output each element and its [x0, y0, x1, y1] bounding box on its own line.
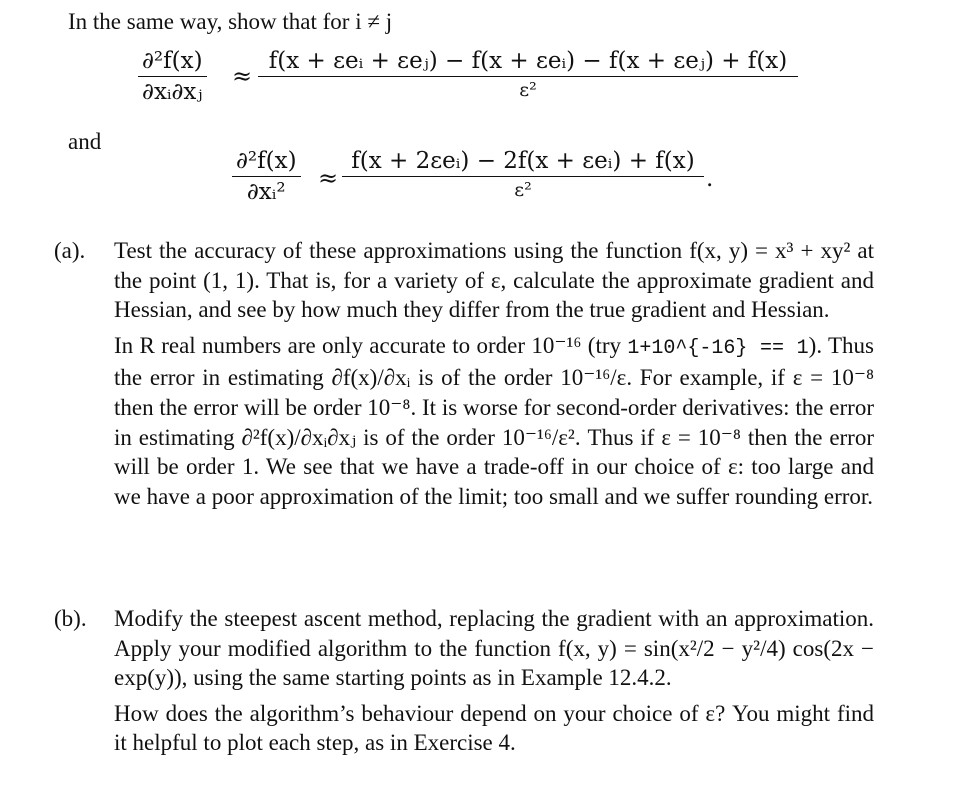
r-code-snippet: 1+10^{-16} == 1 — [627, 336, 809, 360]
part-a-paragraph-1: Test the accuracy of these approximations using the function f(x, y) = x³ + xy² at the point (1, 1). That is, for a variety of ε, calculate the approximate gradient and Hessian, and see by how much they differ from the true gradient and Hessian. — [114, 238, 874, 323]
eq2-rhs-numerator: f(x + 2εeᵢ) − 2f(x + εeᵢ) + f(x) — [351, 148, 695, 174]
eq1-rhs-bar — [258, 76, 798, 77]
eq1-rhs-numerator: f(x + εeᵢ + εeⱼ) − f(x + εeᵢ) − f(x + εeⱼ) + f(x) — [268, 48, 788, 74]
eq1-lhs-fraction — [138, 48, 207, 105]
eq2-rhs-denominator: ε² — [514, 179, 532, 201]
eq2-rhs-fraction — [342, 148, 704, 201]
eq2-period: . — [706, 166, 714, 192]
eq1-rhs-fraction — [258, 48, 798, 101]
eq1-lhs-numerator: ∂²f(x) — [142, 48, 203, 74]
part-b-paragraph-2: How does the algorithm’s behaviour depend on your choice of ε? You might find it helpful to plot each step, as in Exercise 4. — [114, 700, 874, 756]
eq1-lhs-bar — [138, 76, 207, 77]
eq2-approx-sign: ≈ — [318, 164, 339, 192]
eq2-lhs-fraction — [232, 148, 301, 205]
eq2-lhs-bar — [232, 176, 301, 177]
eq2-rhs-bar — [342, 176, 704, 177]
eq1-approx-sign: ≈ — [232, 62, 253, 90]
part-b-label: (b). — [54, 606, 87, 631]
part-a-paragraph-2 — [114, 331, 874, 512]
part-a-p2-post: ). Thus the error in estimating ∂f(x)/∂xᵢ is of the order 10⁻¹⁶/ε. For example, if ε = 10⁻⁸ then the error will be order 10⁻⁸. It is worse for second-order derivatives: the error in estimating ∂²f(x)/∂xᵢ∂xⱼ is of the order 10⁻¹⁶/ε². Thus if ε = 10⁻⁸ then the error will be order 1. We see that we have a trade-off in our choice of ε: too large and we have a poor approximation of the limit; too small and we suffer rounding error. — [114, 332, 875, 509]
part-b-body — [114, 604, 874, 764]
part-a-body — [114, 236, 874, 517]
eq2-lhs-numerator: ∂²f(x) — [236, 148, 297, 174]
part-b-paragraph-1: Modify the steepest ascent method, replacing the gradient with an approximation. Apply your modified algorithm to the function f(x, y) = sin(x²/2 − y²/4) cos(2x − exp(y)), using the same starting points as in Example 12.4.2. — [114, 606, 874, 691]
part-a-label: (a). — [54, 238, 86, 263]
part-a-p2-pre: In R real numbers are only accurate to order 10⁻¹⁶ (try — [114, 332, 628, 358]
eq1-rhs-denominator: ε² — [519, 79, 537, 101]
intro-text: In the same way, show that for i ≠ j — [68, 9, 393, 34]
eq2-lhs-denominator: ∂xᵢ² — [246, 179, 286, 205]
eq1-lhs-denominator: ∂xᵢ∂xⱼ — [142, 79, 203, 105]
and-text: and — [68, 129, 102, 154]
